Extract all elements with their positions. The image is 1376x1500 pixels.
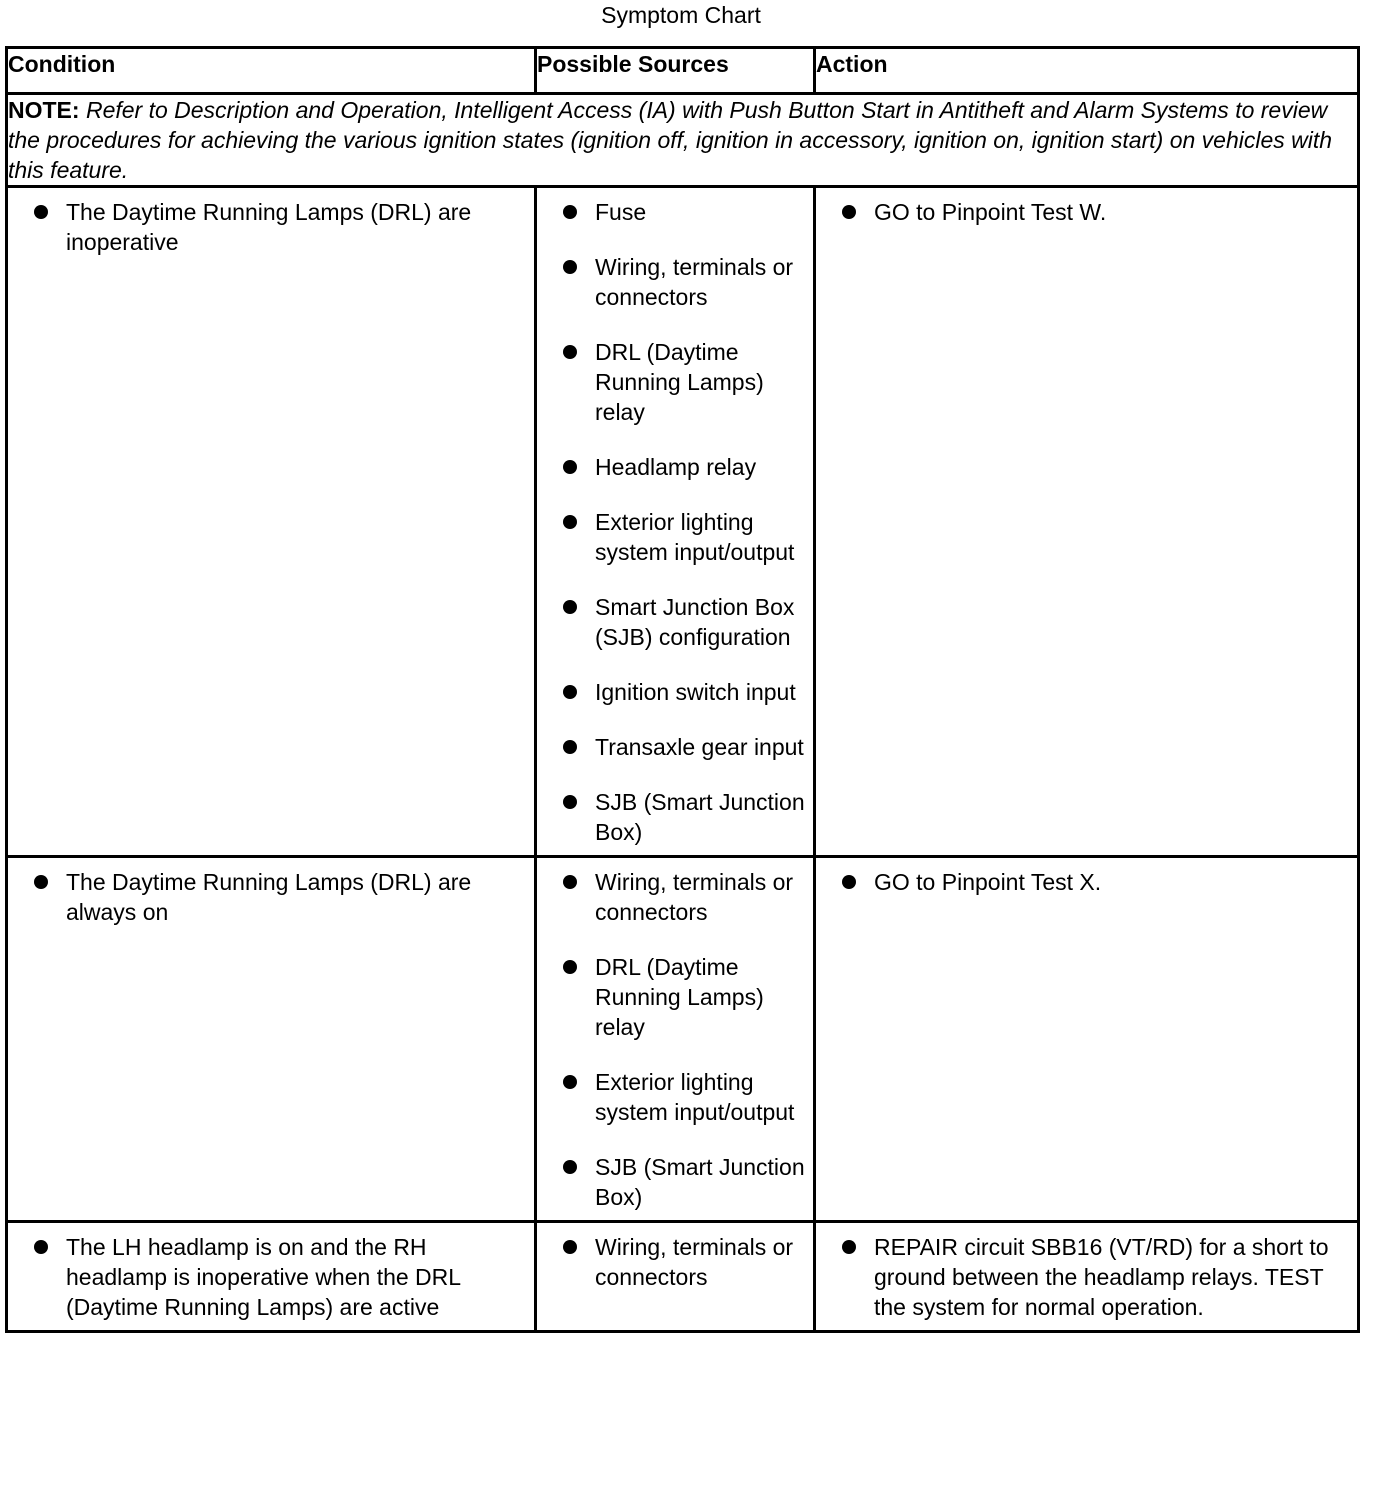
list-item bbox=[563, 252, 807, 312]
source-text: Fuse bbox=[595, 199, 647, 225]
table-row bbox=[7, 1222, 1359, 1332]
list-item bbox=[34, 1232, 528, 1322]
list-item bbox=[563, 1067, 807, 1127]
list-item bbox=[842, 197, 1351, 227]
bullet-icon bbox=[34, 875, 48, 889]
header-possible-sources: Possible Sources bbox=[536, 48, 815, 94]
header-condition: Condition bbox=[7, 48, 536, 94]
list-item bbox=[34, 197, 528, 257]
bullet-icon bbox=[563, 875, 577, 889]
bullet-icon bbox=[34, 205, 48, 219]
bullet-icon bbox=[563, 1240, 577, 1254]
bullet-icon bbox=[563, 205, 577, 219]
source-text: Wiring, terminals or connectors bbox=[595, 1234, 794, 1290]
source-text: Wiring, terminals or connectors bbox=[595, 254, 794, 310]
bullet-icon bbox=[842, 205, 856, 219]
action-cell bbox=[815, 1222, 1359, 1332]
list-item bbox=[563, 732, 807, 762]
header-row bbox=[7, 48, 1359, 94]
bullet-icon bbox=[563, 345, 577, 359]
source-text: SJB (Smart Junction Box) bbox=[595, 1154, 805, 1210]
bullet-icon bbox=[842, 1240, 856, 1254]
action-text: GO to Pinpoint Test W. bbox=[874, 199, 1107, 225]
list-item bbox=[563, 1152, 807, 1212]
list-item bbox=[563, 677, 807, 707]
condition-text: The Daytime Running Lamps (DRL) are always on bbox=[66, 869, 472, 925]
list-item bbox=[563, 952, 807, 1042]
condition-cell bbox=[7, 187, 536, 857]
table-row bbox=[7, 857, 1359, 1222]
note-label: NOTE: bbox=[8, 97, 80, 123]
note-text: Refer to Description and Operation, Intelligent Access (IA) with Push Button Start in Antitheft and Alarm Systems to review the procedures for achieving the various ignition states (ignition off, ignition in accessory, ignition on, ignition start) on vehicles with this feature. bbox=[8, 97, 1333, 183]
bullet-icon bbox=[563, 1075, 577, 1089]
note-cell bbox=[7, 94, 1359, 187]
action-cell bbox=[815, 857, 1359, 1222]
condition-text: The LH headlamp is on and the RH headlamp is inoperative when the DRL (Daytime Running Lamps) are active bbox=[66, 1234, 461, 1320]
source-text: Headlamp relay bbox=[595, 454, 757, 480]
list-item bbox=[842, 1232, 1351, 1322]
sources-cell bbox=[536, 187, 815, 857]
list-item bbox=[563, 787, 807, 847]
source-text: Transaxle gear input bbox=[595, 734, 804, 760]
bullet-icon bbox=[563, 740, 577, 754]
bullet-icon bbox=[563, 960, 577, 974]
list-item bbox=[563, 867, 807, 927]
condition-text: The Daytime Running Lamps (DRL) are inoperative bbox=[66, 199, 472, 255]
source-text: Exterior lighting system input/output bbox=[595, 509, 795, 565]
source-text: Smart Junction Box (SJB) configuration bbox=[595, 594, 795, 650]
note-row bbox=[7, 94, 1359, 187]
action-text: GO to Pinpoint Test X. bbox=[874, 869, 1102, 895]
source-text: Ignition switch input bbox=[595, 679, 796, 705]
list-item bbox=[842, 867, 1351, 897]
bullet-icon bbox=[842, 875, 856, 889]
list-item bbox=[563, 452, 807, 482]
bullet-icon bbox=[563, 460, 577, 474]
list-item bbox=[34, 867, 528, 927]
bullet-icon bbox=[563, 1160, 577, 1174]
bullet-icon bbox=[563, 515, 577, 529]
source-text: DRL (Daytime Running Lamps) relay bbox=[595, 954, 764, 1040]
condition-cell bbox=[7, 1222, 536, 1332]
bullet-icon bbox=[563, 260, 577, 274]
bullet-icon bbox=[563, 685, 577, 699]
sources-cell bbox=[536, 857, 815, 1222]
bullet-icon bbox=[563, 795, 577, 809]
bullet-icon bbox=[34, 1240, 48, 1254]
condition-cell bbox=[7, 857, 536, 1222]
action-cell bbox=[815, 187, 1359, 857]
source-text: Exterior lighting system input/output bbox=[595, 1069, 795, 1125]
list-item bbox=[563, 507, 807, 567]
list-item bbox=[563, 1232, 807, 1292]
source-text: SJB (Smart Junction Box) bbox=[595, 789, 805, 845]
list-item bbox=[563, 197, 807, 227]
source-text: Wiring, terminals or connectors bbox=[595, 869, 794, 925]
header-action: Action bbox=[815, 48, 1359, 94]
action-text: REPAIR circuit SBB16 (VT/RD) for a short to ground between the headlamp relays. TEST the system for normal operation. bbox=[874, 1234, 1329, 1320]
bullet-icon bbox=[563, 600, 577, 614]
list-item bbox=[563, 337, 807, 427]
source-text: DRL (Daytime Running Lamps) relay bbox=[595, 339, 764, 425]
list-item bbox=[563, 592, 807, 652]
symptom-table bbox=[5, 46, 1360, 1333]
sources-cell bbox=[536, 1222, 815, 1332]
chart-title: Symptom Chart bbox=[601, 2, 761, 28]
table-row bbox=[7, 187, 1359, 857]
